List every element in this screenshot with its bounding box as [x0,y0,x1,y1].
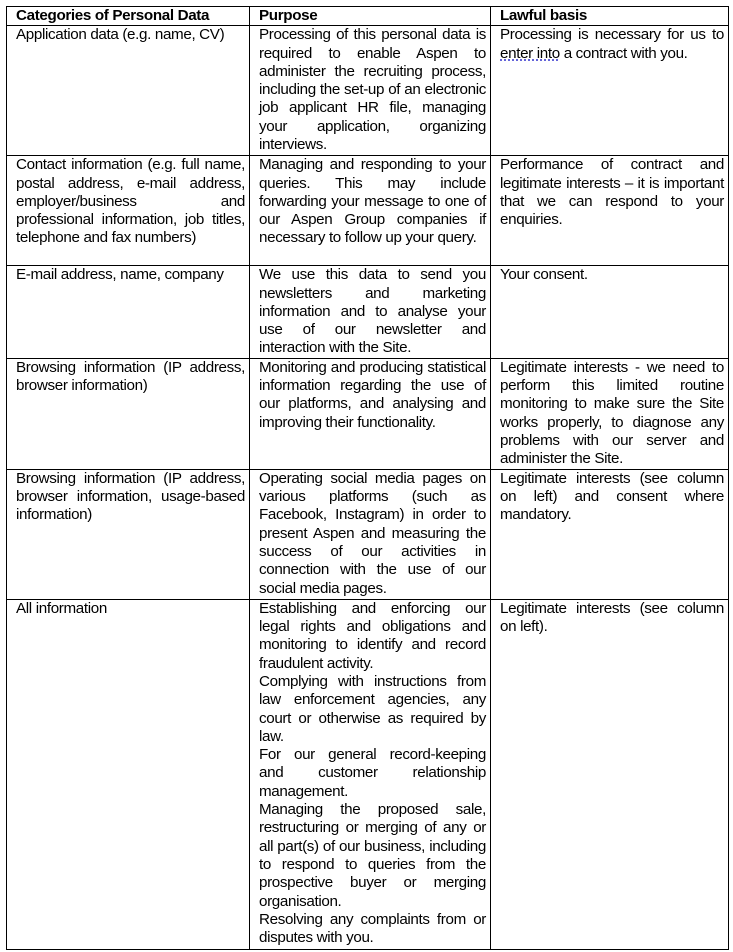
purpose-paragraph: Processing of this personal data is required to enable Aspen to administer the recruiting process, including the set-up of an electronic job applicant HR file, managing your application, organizing interviews. [259,26,486,154]
table-row [7,599,729,949]
purpose-paragraph: Operating social media pages on various platforms (such as Facebook, Instagram) in order to present Aspen and measuring the success of our activities in connection with the use of our social media pages. [259,469,486,597]
category-cell: Application data (e.g. name, CV) [7,26,250,156]
purpose-paragraph: Establishing and enforcing our legal rights and obligations and monitoring to identify and record fraudulent activity. [259,599,486,672]
purpose-paragraph: Complying with instructions from law enforcement agencies, any court or otherwise as required by law. [259,672,486,745]
table-row [7,358,729,469]
spellcheck-marked-text: enter into [500,44,560,62]
purpose-paragraph: We use this data to send you newsletters and marketing information and to analyse your use of our newsletter and interaction with the Site. [259,266,486,357]
purpose-paragraph: Resolving any complaints from or disputes with you. [259,910,486,947]
purpose-paragraph: For our general record-keeping and customer relationship management. [259,746,486,800]
lawful-basis-text: Processing is necessary for us to [500,26,724,44]
personal-data-table [6,6,729,950]
header-purpose: Purpose [250,7,491,26]
lawful-basis-text: a contract with you. [559,44,688,62]
purpose-cell [250,469,491,599]
lawful-basis-cell: Your consent. [491,266,729,358]
lawful-basis-cell: Performance of contract and legitimate interests – it is important that we can respond to your enquiries. [491,156,729,266]
header-lawful-basis: Lawful basis [491,7,729,26]
purpose-paragraph: Managing the proposed sale, restructuring or merging of any or all part(s) of our business, including to respond to queries from the prospective buyer or merging organisation. [259,801,486,910]
lawful-basis-cell: Legitimate interests (see column on left) and consent where mandatory. [491,469,729,599]
purpose-cell [250,156,491,266]
category-cell: Browsing information (IP address, browser information) [7,358,250,469]
lawful-basis-cell [491,26,729,156]
table-header-row [7,7,729,26]
purpose-paragraph: Managing and responding to your queries. This may include forwarding your message to one of our Aspen Group companies if necessary to follow up your query. [259,156,486,247]
lawful-basis-cell: Legitimate interests - we need to perform this limited routine monitoring to make sure the Site works properly, to diagnose any problems with our server and administer the Site. [491,358,729,469]
table-row [7,26,729,156]
purpose-cell [250,358,491,469]
purpose-paragraph: Monitoring and producing statistical information regarding the use of our platforms, and analysing and improving their functionality. [259,358,486,431]
category-cell: All information [7,599,250,949]
category-cell: E-mail address, name, company [7,266,250,358]
purpose-cell [250,266,491,358]
lawful-basis-cell: Legitimate interests (see column on left). [491,599,729,949]
table-row [7,469,729,599]
table-row [7,156,729,266]
purpose-cell [250,26,491,156]
category-cell: Browsing information (IP address, browser information, usage-based information) [7,469,250,599]
category-cell: Contact information (e.g. full name, postal address, e-mail address, employer/business and professional information, job titles, telephone and fax numbers) [7,156,250,266]
table-row [7,266,729,358]
header-categories: Categories of Personal Data [7,7,250,26]
purpose-cell [250,599,491,949]
